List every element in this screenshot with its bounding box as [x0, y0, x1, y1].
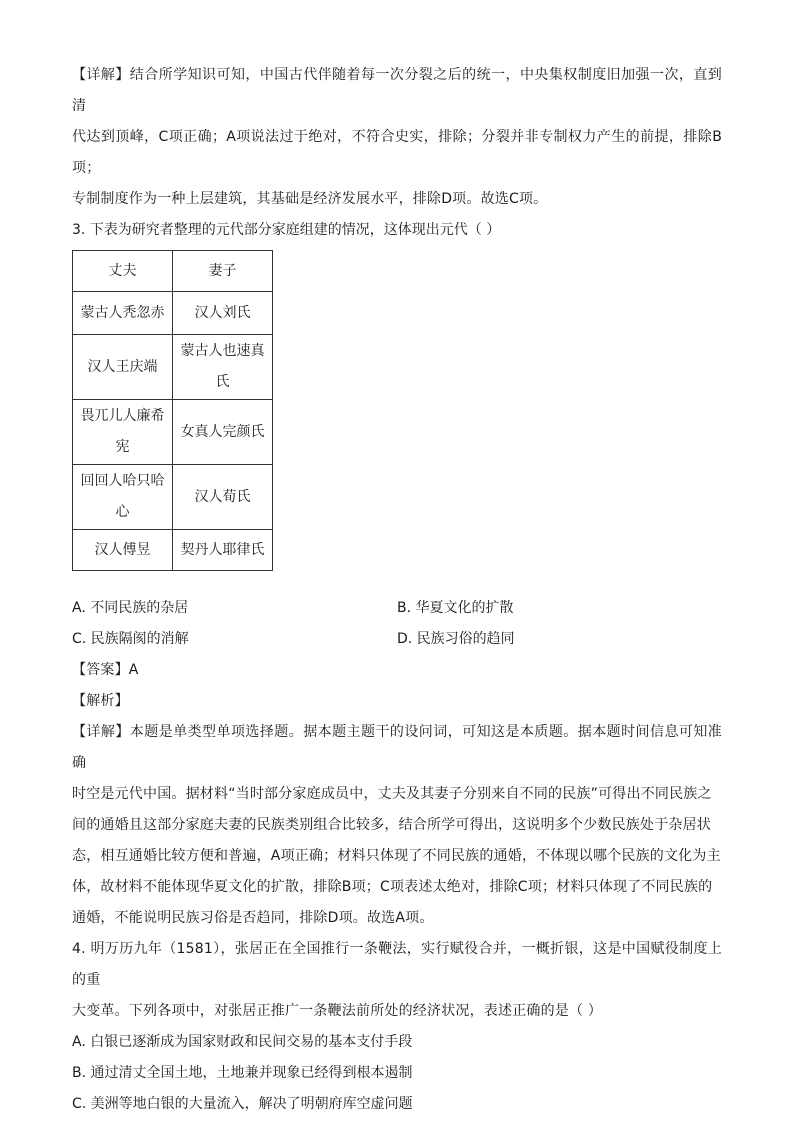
table-cell-husband: 汉人傅昱	[73, 530, 173, 571]
table-cell-wife: 女真人完颜氏	[173, 400, 273, 465]
analysis-label: 【解析】	[72, 693, 129, 709]
question-3-stem: 3. 下表为研究者整理的元代部分家庭组建的情况，这体现出元代（ ）	[72, 222, 501, 238]
explanation-line: 时空是元代中国。据材料“当时部分家庭成员中，丈夫及其妻子分别来自不同的民族”可得出不同民族之	[72, 786, 712, 802]
table-header-row	[73, 251, 273, 292]
document-page	[72, 60, 722, 1120]
option-d: D. 民族习俗的趋同	[397, 631, 515, 647]
explanation-line: 态，相互通婚比较方便和普遍，A项正确；材料只体现了不同民族的通婚，不体现以哪个民族的文化为主	[72, 848, 721, 864]
option-c: C. 美洲等地白银的大量流入，解决了明朝府库空虚问题	[72, 1096, 413, 1112]
explanation-block-q3	[72, 717, 722, 934]
table-cell-wife: 汉人刘氏	[173, 292, 273, 335]
table-header-wife: 妻子	[173, 251, 273, 292]
table-row	[73, 400, 273, 465]
explanation-line: 【详解】结合所学知识可知，中国古代伴随着每一次分裂之后的统一，中央集权制度旧加强一次，直到清	[72, 67, 722, 114]
table-cell-husband: 回回人哈只哈心	[73, 465, 173, 530]
option-a: A. 不同民族的杂居	[72, 600, 189, 616]
table-cell-husband: 汉人王庆端	[73, 335, 173, 400]
question-4-stem: 4. 明万历九年（1581），张居正在全国推行一条鞭法，实行赋役合并，一概折银，这是中国赋役制度上的重	[72, 941, 722, 988]
table-cell-wife: 汉人荀氏	[173, 465, 273, 530]
explanation-line: 间的通婚且这部分家庭夫妻的民族类别组合比较多，结合所学可得出，这说明多个少数民族处于杂居状	[72, 817, 711, 833]
table-row	[73, 530, 273, 571]
explanation-line: 专制制度作为一种上层建筑，其基础是经济发展水平，排除D项。故选C项。	[72, 191, 548, 207]
question-3-options	[72, 593, 722, 655]
question-4	[72, 934, 722, 1120]
answer-line: 【答案】A	[72, 662, 139, 678]
explanation-block-q2	[72, 60, 722, 215]
table-cell-wife: 契丹人耶律氏	[173, 530, 273, 571]
table-row	[73, 465, 273, 530]
explanation-line: 体，故材料不能体现华夏文化的扩散，排除B项；C项表述太绝对，排除C项；材料只体现了不同民族的	[72, 879, 713, 895]
option-b: B. 通过清丈全国土地，土地兼并现象已经得到根本遏制	[72, 1065, 413, 1081]
explanation-line: 通婚，不能说明民族习俗是否趋同，排除D项。故选A项。	[72, 910, 434, 926]
table-cell-wife: 蒙古人也速真氏	[173, 335, 273, 400]
table-cell-husband: 畏兀儿人廉希宪	[73, 400, 173, 465]
family-table	[72, 250, 273, 571]
table-header-husband: 丈夫	[73, 251, 173, 292]
table-row	[73, 335, 273, 400]
question-4-stem: 大变革。下列各项中，对张居正推广一条鞭法前所处的经济状况，表述正确的是（ ）	[72, 1003, 603, 1019]
table-row	[73, 292, 273, 335]
option-b: B. 华夏文化的扩散	[397, 600, 514, 616]
explanation-line: 【详解】本题是单类型单项选择题。据本题主题干的设问词，可知这是本质题。据本题时间信息可知准确	[72, 724, 722, 771]
option-a: A. 白银已逐渐成为国家财政和民间交易的基本支付手段	[72, 1034, 413, 1050]
explanation-line: 代达到顶峰，C项正确；A项说法过于绝对，不符合史实，排除；分裂并非专制权力产生的前提，排除B项；	[72, 129, 722, 176]
table-cell-husband: 蒙古人秃忽赤	[73, 292, 173, 335]
option-c: C. 民族隔阂的消解	[72, 631, 189, 647]
